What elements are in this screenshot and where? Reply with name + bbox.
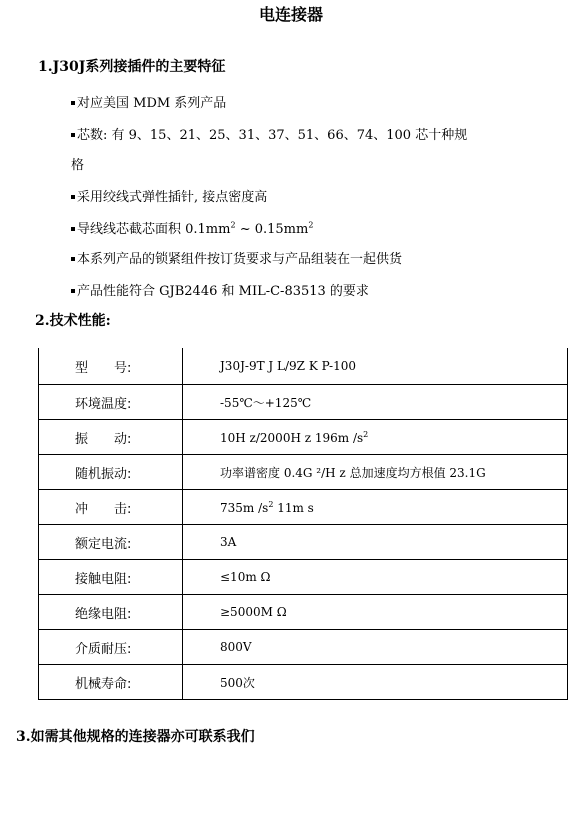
superscript: 2 (230, 220, 236, 230)
feature-item (71, 124, 467, 143)
feature-item (71, 186, 267, 205)
spec-label: 机械寿命: (39, 665, 183, 700)
feature-item (71, 92, 226, 111)
superscript: 2 (268, 499, 274, 509)
table-row (39, 630, 568, 665)
feature-item (71, 218, 313, 237)
feature-continuation: 格 (71, 158, 85, 173)
table-row (39, 595, 568, 630)
table-row (39, 420, 568, 455)
spec-value: 735m $/s^2$ 11m s (183, 490, 568, 525)
section-heading-features: 1.J30J系列接插件的主要特征 (38, 59, 226, 75)
table-row (39, 525, 568, 560)
superscript: 2 (308, 220, 314, 230)
feature-text: 本系列产品的锁紧组件按订货要求与产品组装在一起供货 (77, 252, 403, 267)
feature-item (71, 280, 369, 299)
spec-label: 绝缘电阻: (39, 595, 183, 630)
spec-value: 500次 (183, 665, 568, 700)
bullet-icon (71, 227, 75, 231)
spec-value: -55℃～+125℃ (183, 385, 568, 420)
table-row (39, 348, 568, 385)
document-title: 电连接器 (258, 5, 323, 24)
bullet-icon (71, 195, 75, 199)
table-row (39, 490, 568, 525)
bullet-icon (71, 101, 75, 105)
bullet-icon (71, 257, 75, 261)
table-row (39, 385, 568, 420)
spec-label: 型 号: (39, 348, 183, 385)
table-row (39, 665, 568, 700)
bullet-icon (71, 289, 75, 293)
section-heading-contact: 3.如需其他规格的连接器亦可联系我们 (16, 729, 255, 745)
feature-text: 产品性能符合 GJB2446 和 MIL-C-83513 的要求 (77, 284, 369, 299)
feature-text: 对应美国 MDM 系列产品 (77, 96, 227, 111)
spec-label: 冲 击: (39, 490, 183, 525)
feature-text: 采用绞线式弹性插针, 接点密度高 (77, 190, 268, 205)
bullet-icon (71, 133, 75, 137)
spec-value: 10H z/2000H z 196m $/s^2$ (183, 420, 568, 455)
spec-label: 接触电阻: (39, 560, 183, 595)
feature-text: 芯数: 有 9、15、21、25、31、37、51、66、74、100 芯十种规 (77, 128, 468, 143)
spec-label: 随机振动: (39, 455, 183, 490)
feature-item (71, 248, 402, 267)
section-heading-specs: 2.技术性能: (35, 313, 111, 329)
spec-value: J30J-9T J L/9Z K P-100 (220, 359, 356, 373)
feature-text: 导线线芯截芯面积 0.1mm (77, 222, 231, 237)
spec-value: ≤10m Ω (183, 560, 568, 595)
spec-table (38, 348, 568, 700)
spec-label: 振 动: (39, 420, 183, 455)
feature-text: ~ 0.15mm (235, 222, 309, 237)
spec-value: 功率谱密度 0.4G ²/H z 总加速度均方根值 23.1G (183, 455, 568, 490)
spec-label: 额定电流: (39, 525, 183, 560)
spec-label: 环境温度: (39, 385, 183, 420)
spec-value: 800V (183, 630, 568, 665)
superscript: 2 (363, 429, 369, 439)
spec-label: 介质耐压: (39, 630, 183, 665)
spec-value: ≥5000M Ω (183, 595, 568, 630)
table-row (39, 455, 568, 490)
spec-value: 3A (183, 525, 568, 560)
table-row (39, 560, 568, 595)
